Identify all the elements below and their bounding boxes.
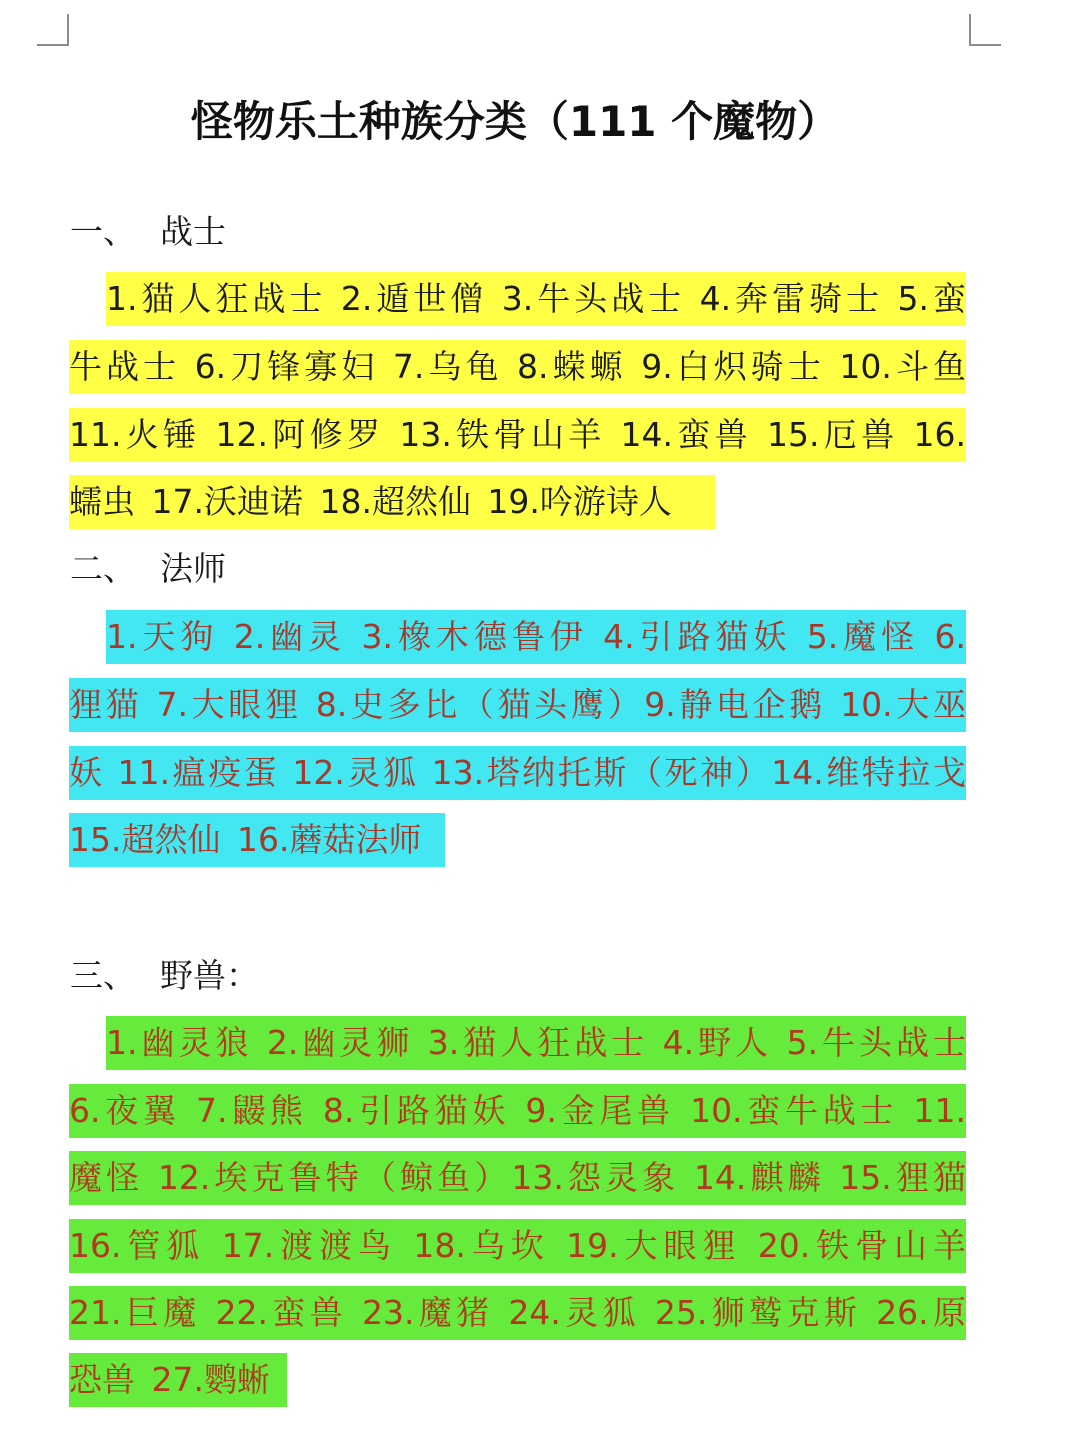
warrior-line-2: 牛战士 6.刀锋寡妇 7.乌龟 8.蝾螈 9.白炽骑士 10.斗鱼: [69, 340, 966, 394]
beast-line-2: 6.夜翼 7.鼹熊 8.引路猫妖 9.金尾兽 10.蛮牛战士 11.: [69, 1084, 966, 1138]
beast-line-5: 21.巨魔 22.蛮兽 23.魔猪 24.灵狐 25.狮鹫克斯 26.原: [69, 1286, 966, 1340]
crop-mark-top-right: [969, 14, 1001, 46]
warrior-line-3: 11.火锤 12.阿修罗 13.铁骨山羊 14.蛮兽 15.厄兽 16.: [69, 408, 966, 462]
section-number: 一、: [70, 212, 136, 251]
crop-mark-top-left: [37, 14, 69, 46]
beast-line-1: 1.幽灵狼 2.幽灵狮 3.猫人狂战士 4.野人 5.牛头战士: [106, 1016, 966, 1070]
mage-line-4: 15.超然仙 16.蘑菇法师: [69, 813, 445, 867]
section-name: 战士: [160, 212, 226, 251]
mage-line-3: 妖 11.瘟疫蛋 12.灵狐 13.塔纳托斯（死神）14.维特拉戈: [69, 746, 966, 800]
section-number: 三、: [70, 956, 136, 995]
mage-line-1: 1.天狗 2.幽灵 3.橡木德鲁伊 4.引路猫妖 5.魔怪 6.: [106, 610, 966, 664]
beast-line-4: 16.管狐 17.渡渡鸟 18.乌坎 19.大眼狸 20.铁骨山羊: [69, 1219, 966, 1273]
mage-line-2: 狸猫 7.大眼狸 8.史多比（猫头鹰）9.静电企鹅 10.大巫: [69, 678, 966, 732]
section-name: 野兽：: [160, 956, 259, 995]
beast-line-3: 魔怪 12.埃克鲁特（鲸鱼）13.怨灵象 14.麒麟 15.狸猫: [69, 1151, 966, 1205]
section-heading-warrior: [70, 210, 226, 254]
section-heading-beast: [70, 954, 259, 998]
warrior-line-1: 1.猫人狂战士 2.遁世僧 3.牛头战士 4.奔雷骑士 5.蛮: [106, 272, 966, 326]
section-heading-mage: [70, 547, 226, 591]
beast-line-6: 恐兽 27.鹦蜥: [69, 1353, 287, 1407]
page-title: 怪物乐土种族分类（111 个魔物）: [190, 97, 840, 146]
warrior-line-4: 蠕虫 17.沃迪诺 18.超然仙 19.吟游诗人: [69, 475, 715, 529]
section-number: 二、: [70, 549, 136, 588]
section-name: 法师: [160, 549, 226, 588]
